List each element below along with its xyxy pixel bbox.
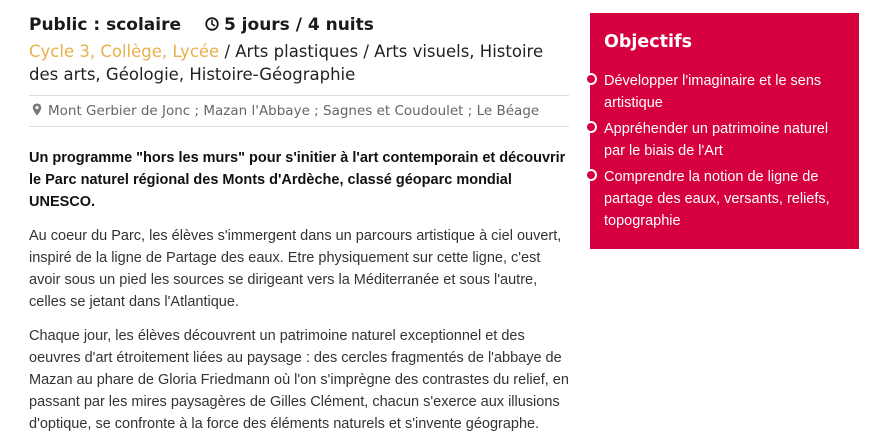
program-subjects <box>29 40 569 86</box>
subjects-label: / Arts plastiques / Arts visuels, Histoire des arts, Géologie, Histoire-Géographie <box>29 42 544 84</box>
map-pin-icon <box>32 103 42 116</box>
objectif-text: Développer l'imaginaire et le sens artistique <box>604 73 822 111</box>
objectif-text: Appréhender un patrimoine naturel par le biais de l'Art <box>604 121 829 159</box>
circle-bullet-icon <box>585 73 597 85</box>
places-list: Mont Gerbier de Jonc ; Mazan l'Abbaye ; Sagnes et Coudoulet ; Le Béage <box>48 103 540 119</box>
circle-bullet-icon <box>585 169 597 181</box>
objectif-item <box>590 166 859 232</box>
body-paragraph: Chaque jour, les élèves découvrent un patrimoine naturel exceptionnel et des oeuvres d'art étroitement liées au paysage : des cercles fragmentés de l'abbaye de Mazan au phare de Gloria Friedmann où l'on s'imprègne des contrastes du relief, en passant par les mires paysagères de Gilles Clément, chacun s'exerce aux illusions d'optique, se confronte à la force des éléments naturels et s'invente géographe. <box>29 328 569 432</box>
objectifs-panel <box>590 13 859 249</box>
objectif-item <box>590 118 859 162</box>
program-details <box>29 12 569 435</box>
objectif-item <box>590 70 859 114</box>
program-meta <box>29 12 569 38</box>
clock-icon <box>205 17 219 31</box>
circle-bullet-icon <box>585 121 597 133</box>
objectif-text: Comprendre la notion de ligne de partage des eaux, versants, reliefs, topographie <box>604 169 830 229</box>
lead-paragraph: Un programme "hors les murs" pour s'initier à l'art contemporain et découvrir le Parc naturel régional des Monts d'Ardèche, classé géoparc mondial UNESCO. <box>29 150 566 210</box>
objectifs-title: Objectifs <box>604 32 693 52</box>
objectifs-list <box>590 70 859 236</box>
public-label: Public : scolaire <box>29 15 182 35</box>
cycle-label: Cycle 3, Collège, Lycée <box>29 42 220 61</box>
divider <box>29 126 569 127</box>
body-paragraph: Au coeur du Parc, les élèves s'immergent dans un parcours artistique à ciel ouvert, inspiré de la ligne de Partage des eaux. Etre physiquement sur cette ligne, c'est avoir sous un pied les sources se dirigeant vers la Méditerranée et sous l'autre, celles se jetant dans l'Atlantique. <box>29 228 562 310</box>
places-row <box>29 96 569 126</box>
duration-label: 5 jours / 4 nuits <box>223 15 374 35</box>
